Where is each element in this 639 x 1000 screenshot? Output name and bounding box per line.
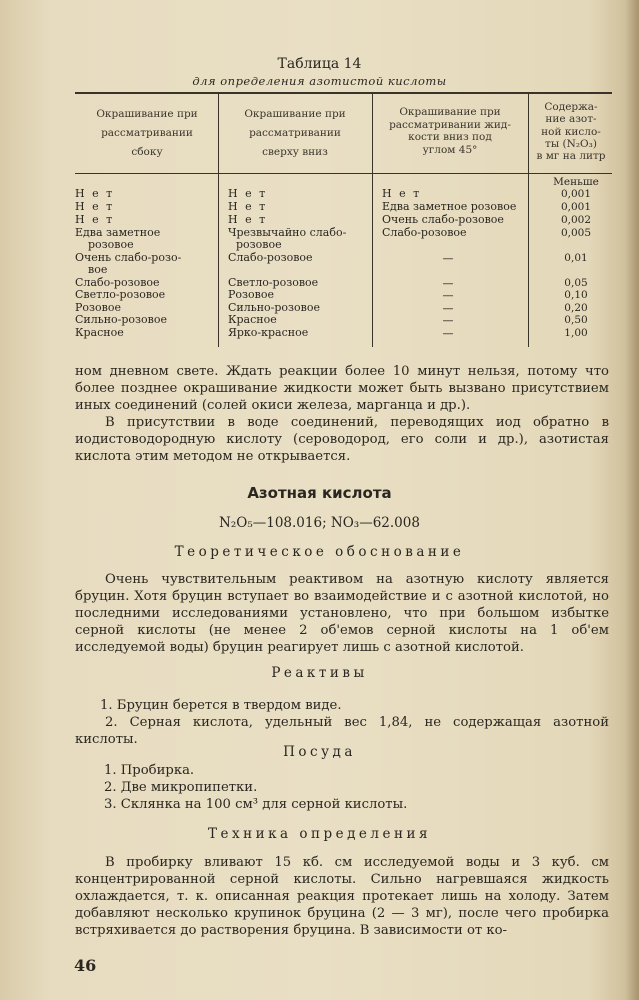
paragraph-technique: В пробирку вливают 15 кб. см исследуемой воды и 3 куб. см концентрированной серной кислоты. Сильно нагревшаяся жидкость охлаждается, т. к. описанная реакция протекает лишь на холоду. Затем добавляют несколько крупинок бруцина (2 — 3 мг), после чего пробирка встряхивается до растворения бруцина. В зависимости от ко- bbox=[75, 855, 609, 938]
table-header-2 bbox=[220, 107, 370, 160]
paragraph-iodine: В присутствии в воде соединений, переводящих иод обратно в иодистоводородную кислоту (сероводород, его соли и др.), азотистая кислота этим методом не открывается. bbox=[75, 415, 609, 464]
table-col-divider-3 bbox=[528, 93, 529, 347]
cell-side: Светло-розовое bbox=[75, 288, 166, 301]
header-line: рассматривании bbox=[101, 127, 193, 139]
table-subtitle: для определения азотистой кислоты bbox=[192, 74, 447, 88]
table-header-rule bbox=[75, 173, 612, 174]
heading-reagents: Реактивы bbox=[271, 665, 368, 681]
cell-content: 0,001 bbox=[560, 188, 592, 200]
cell-content: 0,01 bbox=[564, 252, 588, 264]
cell-side: Н е т bbox=[75, 213, 115, 226]
header-line: рассматривании bbox=[249, 127, 341, 139]
header-line: ной кисло- bbox=[541, 125, 601, 138]
cell-side: Н е т bbox=[75, 200, 115, 213]
cell-angle: Слабо-розовое bbox=[382, 226, 467, 239]
cell-content: 0,50 bbox=[564, 314, 588, 326]
header-line: в мг на литр bbox=[536, 150, 606, 163]
cell-angle: — bbox=[442, 252, 454, 265]
page-number: 46 bbox=[74, 956, 97, 975]
cell-top: Чрезвычайно слабо- bbox=[228, 226, 347, 239]
cell-content: 0,05 bbox=[564, 277, 588, 289]
cell-top: Н е т bbox=[228, 200, 268, 213]
header-line: сверху вниз bbox=[262, 146, 328, 158]
cell-content: 0,001 bbox=[560, 201, 592, 213]
paragraph-theory: Очень чувствительным реактивом на азотную кислоту является бруцин. Хотя бруцин вступает во взаимодействие и с азотной кислотой, но последними исследованиями установлено, что при большом избытке серной кислоты (не менее 2 об'емов серной кислоты на 1 об'ем исследуемой воды) бруцин реагирует лишь с азотной кислотой. bbox=[75, 572, 609, 655]
dish-item-3: 3. Склянка на 100 см³ для серной кислоты. bbox=[104, 797, 408, 812]
formula-line: N₂O₅—108.016; NO₃—62.008 bbox=[219, 515, 420, 531]
cell-angle: — bbox=[442, 302, 454, 315]
cell-top: розовое bbox=[236, 238, 282, 251]
cell-angle: — bbox=[442, 277, 454, 290]
cell-side: Н е т bbox=[75, 187, 115, 200]
table-header-1 bbox=[78, 107, 216, 160]
cell-top: Сильно-розовое bbox=[228, 301, 321, 314]
cell-side: Красное bbox=[75, 326, 124, 339]
cell-angle: Н е т bbox=[382, 187, 422, 200]
header-line: Окрашивание при bbox=[399, 106, 501, 118]
cell-content: Меньше bbox=[553, 176, 599, 188]
cell-top: Светло-розовое bbox=[228, 276, 319, 289]
cell-angle: — bbox=[442, 314, 454, 327]
cell-angle: — bbox=[442, 289, 454, 302]
header-line: рассматривании жид- bbox=[389, 118, 511, 131]
cell-side: вое bbox=[88, 263, 108, 276]
cell-side: Розовое bbox=[75, 301, 121, 314]
header-line: Окрашивание при bbox=[96, 108, 198, 120]
heading-technique: Техника определения bbox=[207, 826, 431, 842]
cell-angle: — bbox=[442, 327, 454, 340]
table-header-4 bbox=[530, 101, 612, 162]
cell-content: 0,20 bbox=[564, 302, 588, 314]
cell-side: Очень слабо-розо- bbox=[75, 251, 182, 264]
dish-item-1: 1. Пробирка. bbox=[104, 763, 195, 778]
cell-content: 0,002 bbox=[560, 214, 592, 226]
cell-top: Ярко-красное bbox=[228, 326, 309, 339]
cell-side: Сильно-розовое bbox=[75, 313, 168, 326]
cell-side: Слабо-розовое bbox=[75, 276, 160, 289]
header-line: ние азот- bbox=[545, 113, 597, 126]
header-line: Содержа- bbox=[544, 101, 598, 113]
table-col-divider-2 bbox=[372, 93, 373, 347]
table-col-divider-1 bbox=[218, 93, 219, 347]
reagent-item-2: 2. Серная кислота, удельный вес 1,84, не содержащая азотной кислоты. bbox=[75, 715, 609, 747]
cell-angle: Очень слабо-розовое bbox=[382, 213, 504, 226]
section-title: Азотная кислота bbox=[247, 484, 392, 502]
table-header-3 bbox=[374, 106, 526, 156]
cell-top: Розовое bbox=[228, 288, 274, 301]
header-line: углом 45° bbox=[422, 143, 478, 156]
cell-top: Красное bbox=[228, 313, 277, 326]
cell-side: Едва заметное bbox=[75, 226, 161, 239]
cell-top: Н е т bbox=[228, 213, 268, 226]
cell-top: Н е т bbox=[228, 187, 268, 200]
heading-theory: Теоретическое обоснование bbox=[174, 544, 465, 560]
header-line: сбоку bbox=[131, 146, 163, 158]
paragraph-daylight: ном дневном свете. Ждать реакции более 10 минут нельзя, потому что более позднее окрашивание жидкости может быть вызвано присутствием иных соединений (солей окиси железа, марганца и др.). bbox=[75, 364, 609, 413]
cell-side: розовое bbox=[88, 238, 134, 251]
table-title: Таблица 14 bbox=[277, 56, 362, 72]
heading-dishes: Посуда bbox=[283, 744, 356, 760]
reagent-item-1: 1. Бруцин берется в твердом виде. bbox=[100, 698, 342, 713]
table-top-rule bbox=[75, 92, 612, 94]
header-line: Окрашивание при bbox=[244, 108, 346, 120]
cell-angle: Едва заметное розовое bbox=[382, 200, 517, 213]
cell-top: Слабо-розовое bbox=[228, 251, 313, 264]
cell-content: 1,00 bbox=[564, 327, 588, 339]
dish-item-2: 2. Две микропипетки. bbox=[104, 780, 258, 795]
header-line: кости вниз под bbox=[408, 131, 492, 143]
cell-content: 0,10 bbox=[564, 289, 588, 301]
header-line: ты (N₂O₃) bbox=[545, 137, 597, 150]
cell-content: 0,005 bbox=[560, 227, 592, 239]
